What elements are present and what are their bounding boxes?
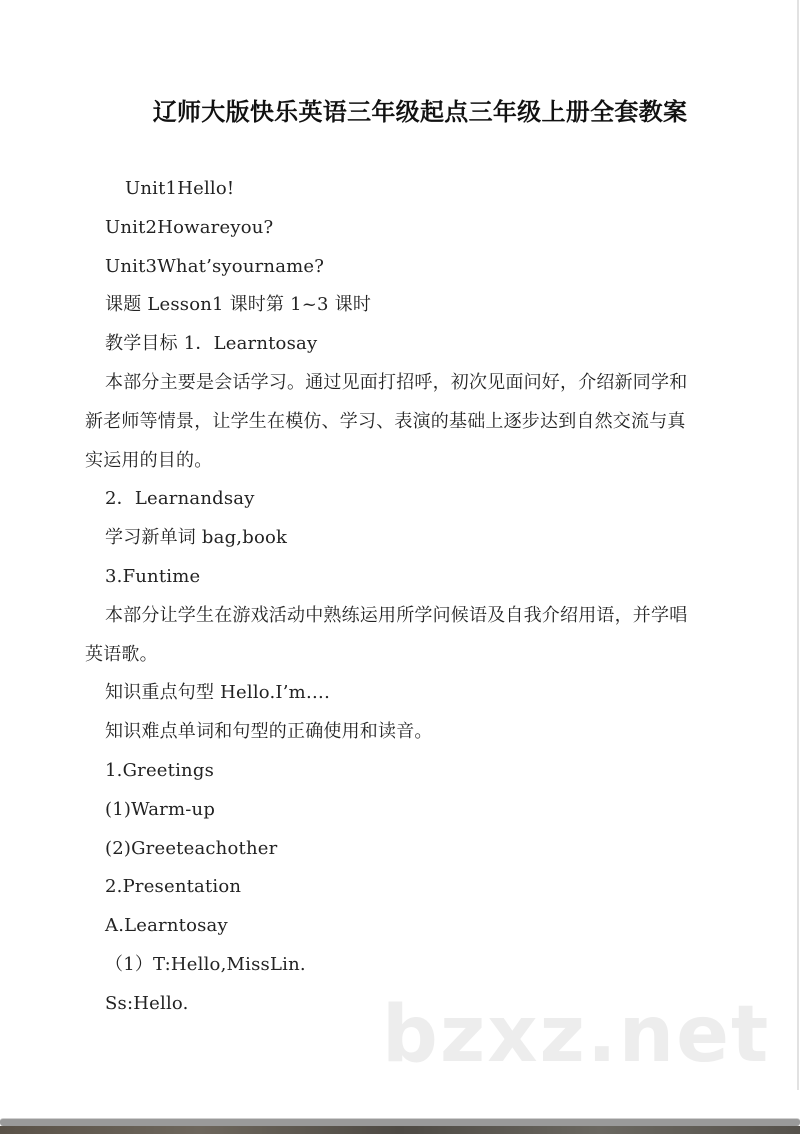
paragraph: 本部分让学生在游戏活动中熟练运用所学问候语及自我介绍用语，并学唱英语歌。	[85, 604, 688, 665]
paragraph: Unit1Hello!	[125, 178, 235, 199]
paragraph: Unit3What’syourname?	[105, 255, 325, 277]
paragraph: 教学目标 1．Learntosay	[105, 333, 318, 355]
paragraph: (1)Warm-up	[105, 798, 216, 820]
paragraph: 学习新单词 bag,book	[105, 527, 288, 549]
horizontal-scrollbar[interactable]	[0, 1118, 800, 1126]
paragraph: 本部分主要是会话学习。通过见面打招呼，初次见面问好，介绍新同学和新老师等情景，让学生在模仿、学习、表演的基础上逐步达到自然交流与真实运用的目的。	[85, 371, 688, 471]
paragraph: 1.Greetings	[105, 759, 215, 781]
paragraph: 知识难点单词和句型的正确使用和读音。	[105, 721, 433, 743]
document-body	[85, 170, 697, 1024]
paragraph: 2．Learnandsay	[105, 488, 255, 510]
paragraph: （1）T:Hello,MissLin.	[105, 953, 306, 975]
background-strip	[0, 1126, 800, 1134]
paragraph: Unit2Howareyou?	[105, 216, 274, 238]
paragraph: 课题 Lesson1 课时第 1~3 课时	[105, 294, 372, 316]
paragraph: Ss:Hello.	[105, 992, 189, 1014]
paragraph: 3.Funtime	[105, 565, 201, 587]
paragraph: A.Learntosay	[105, 915, 228, 937]
document-title: 辽师大版快乐英语三年级起点三年级上册全套教案	[152, 98, 688, 126]
paragraph: (2)Greeteachother	[105, 837, 278, 859]
paragraph: 知识重点句型 Hello.I’m….	[105, 682, 331, 704]
watermark: bzxz.net	[382, 990, 771, 1080]
paragraph: 2.Presentation	[105, 876, 242, 898]
